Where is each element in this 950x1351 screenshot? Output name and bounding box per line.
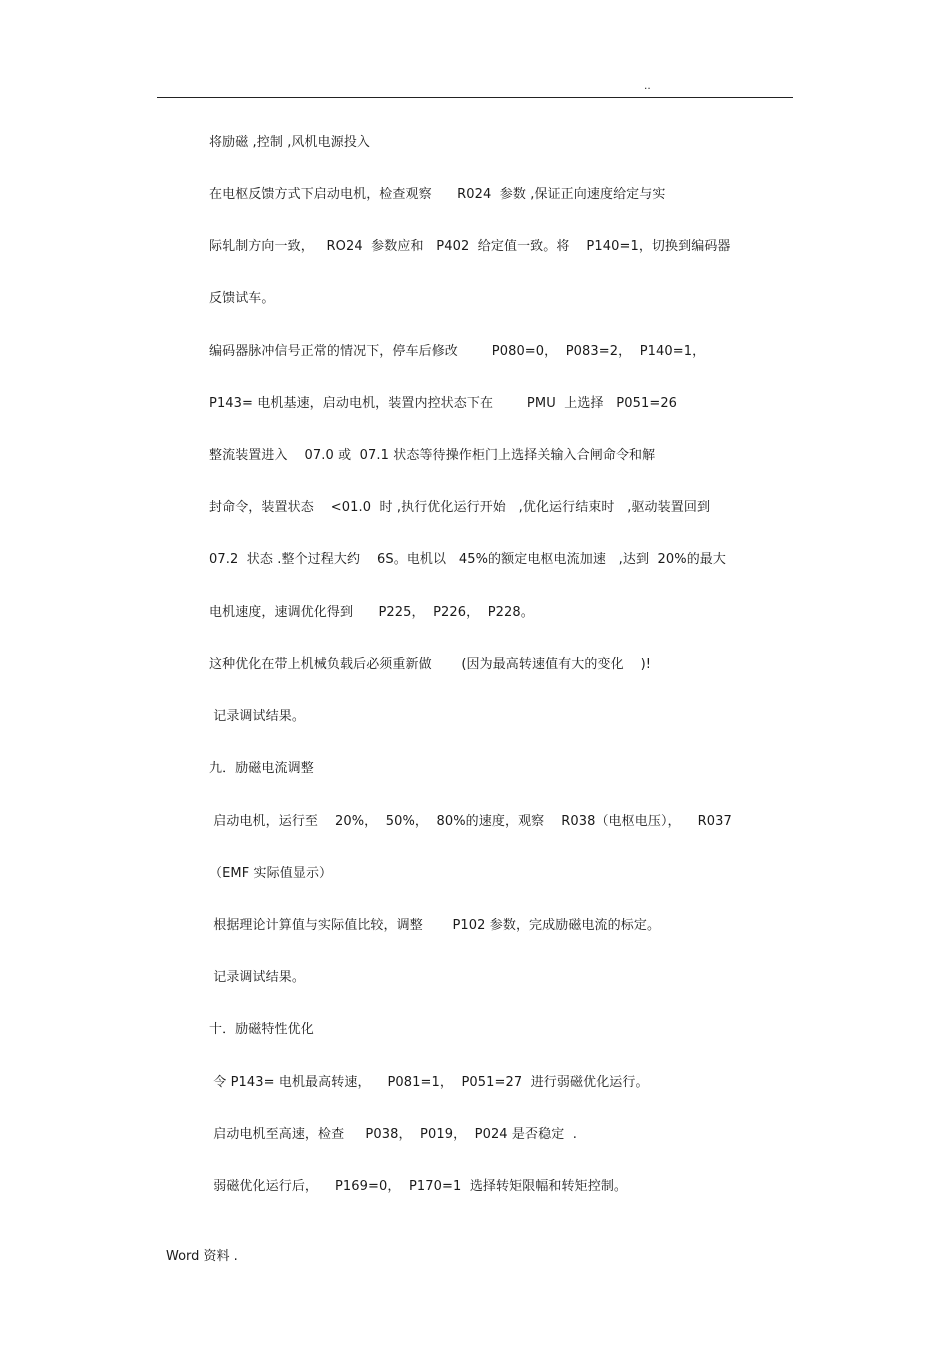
body-line-19: 令 P143= 电机最高转速， P081=1， P051=27 进行弱磁优化运行。 [209,1075,649,1090]
body-line-14: 启动电机，运行至 20%， 50%， 80%的速度，观察 R038（电枢电压）， R037 [209,814,732,829]
body-line-12: 记录调试结果。 [209,709,305,724]
body-line-9: 07.2 状态 .整个过程大约 6S。电机以 45%的额定电枢电流加速 ,达到 20%的最大 [209,552,727,567]
body-line-17: 记录调试结果。 [209,970,305,985]
body-line-20: 启动电机至高速，检查 P038， P019， P024 是否稳定 . [209,1127,578,1142]
body-line-10: 电机速度，速调优化得到 P225， P226， P228。 [209,605,534,620]
body-line-6: P143= 电机基速，启动电机，装置内控状态下在 PMU 上选择 P051=26 [209,396,678,411]
body-line-4: 反馈试车。 [209,291,275,306]
body-line-21: 弱磁优化运行后， P169=0， P170=1 选择转矩限幅和转矩控制。 [209,1179,628,1194]
page-footer: Word 资料 . [166,1249,238,1264]
section-heading-9: 九．励磁电流调整 [209,761,314,776]
body-line-3: 际轧制方向一致， RO24 参数应和 P402 给定值一致。将 P140=1，切换到编码器 [209,239,731,254]
body-line-1: 将励磁 ,控制 ,风机电源投入 [209,135,371,150]
page-header-dots: .. [644,78,651,92]
section-heading-10: 十．励磁特性优化 [209,1022,314,1037]
body-line-5: 编码器脉冲信号正常的情况下，停车后修改 P080=0， P083=2， P140=1， [209,344,706,359]
body-line-2: 在电枢反馈方式下启动电机，检查观察 R024 参数 ,保证正向速度给定与实 [209,187,666,202]
body-line-8: 封命令，装置状态 <01.0 时 ,执行优化运行开始 ,优化运行结束时 ,驱动装置回到 [209,500,711,515]
header-rule [157,97,793,98]
body-line-11: 这种优化在带上机械负载后必须重新做 (因为最高转速值有大的变化 )! [209,657,652,672]
body-line-16: 根据理论计算值与实际值比较，调整 P102 参数，完成励磁电流的标定。 [209,918,661,933]
body-line-15: （EMF 实际值显示） [209,866,333,881]
body-line-7: 整流装置进入 07.0 或 07.1 状态等待操作柜门上选择关输入合闸命令和解 [209,448,656,463]
